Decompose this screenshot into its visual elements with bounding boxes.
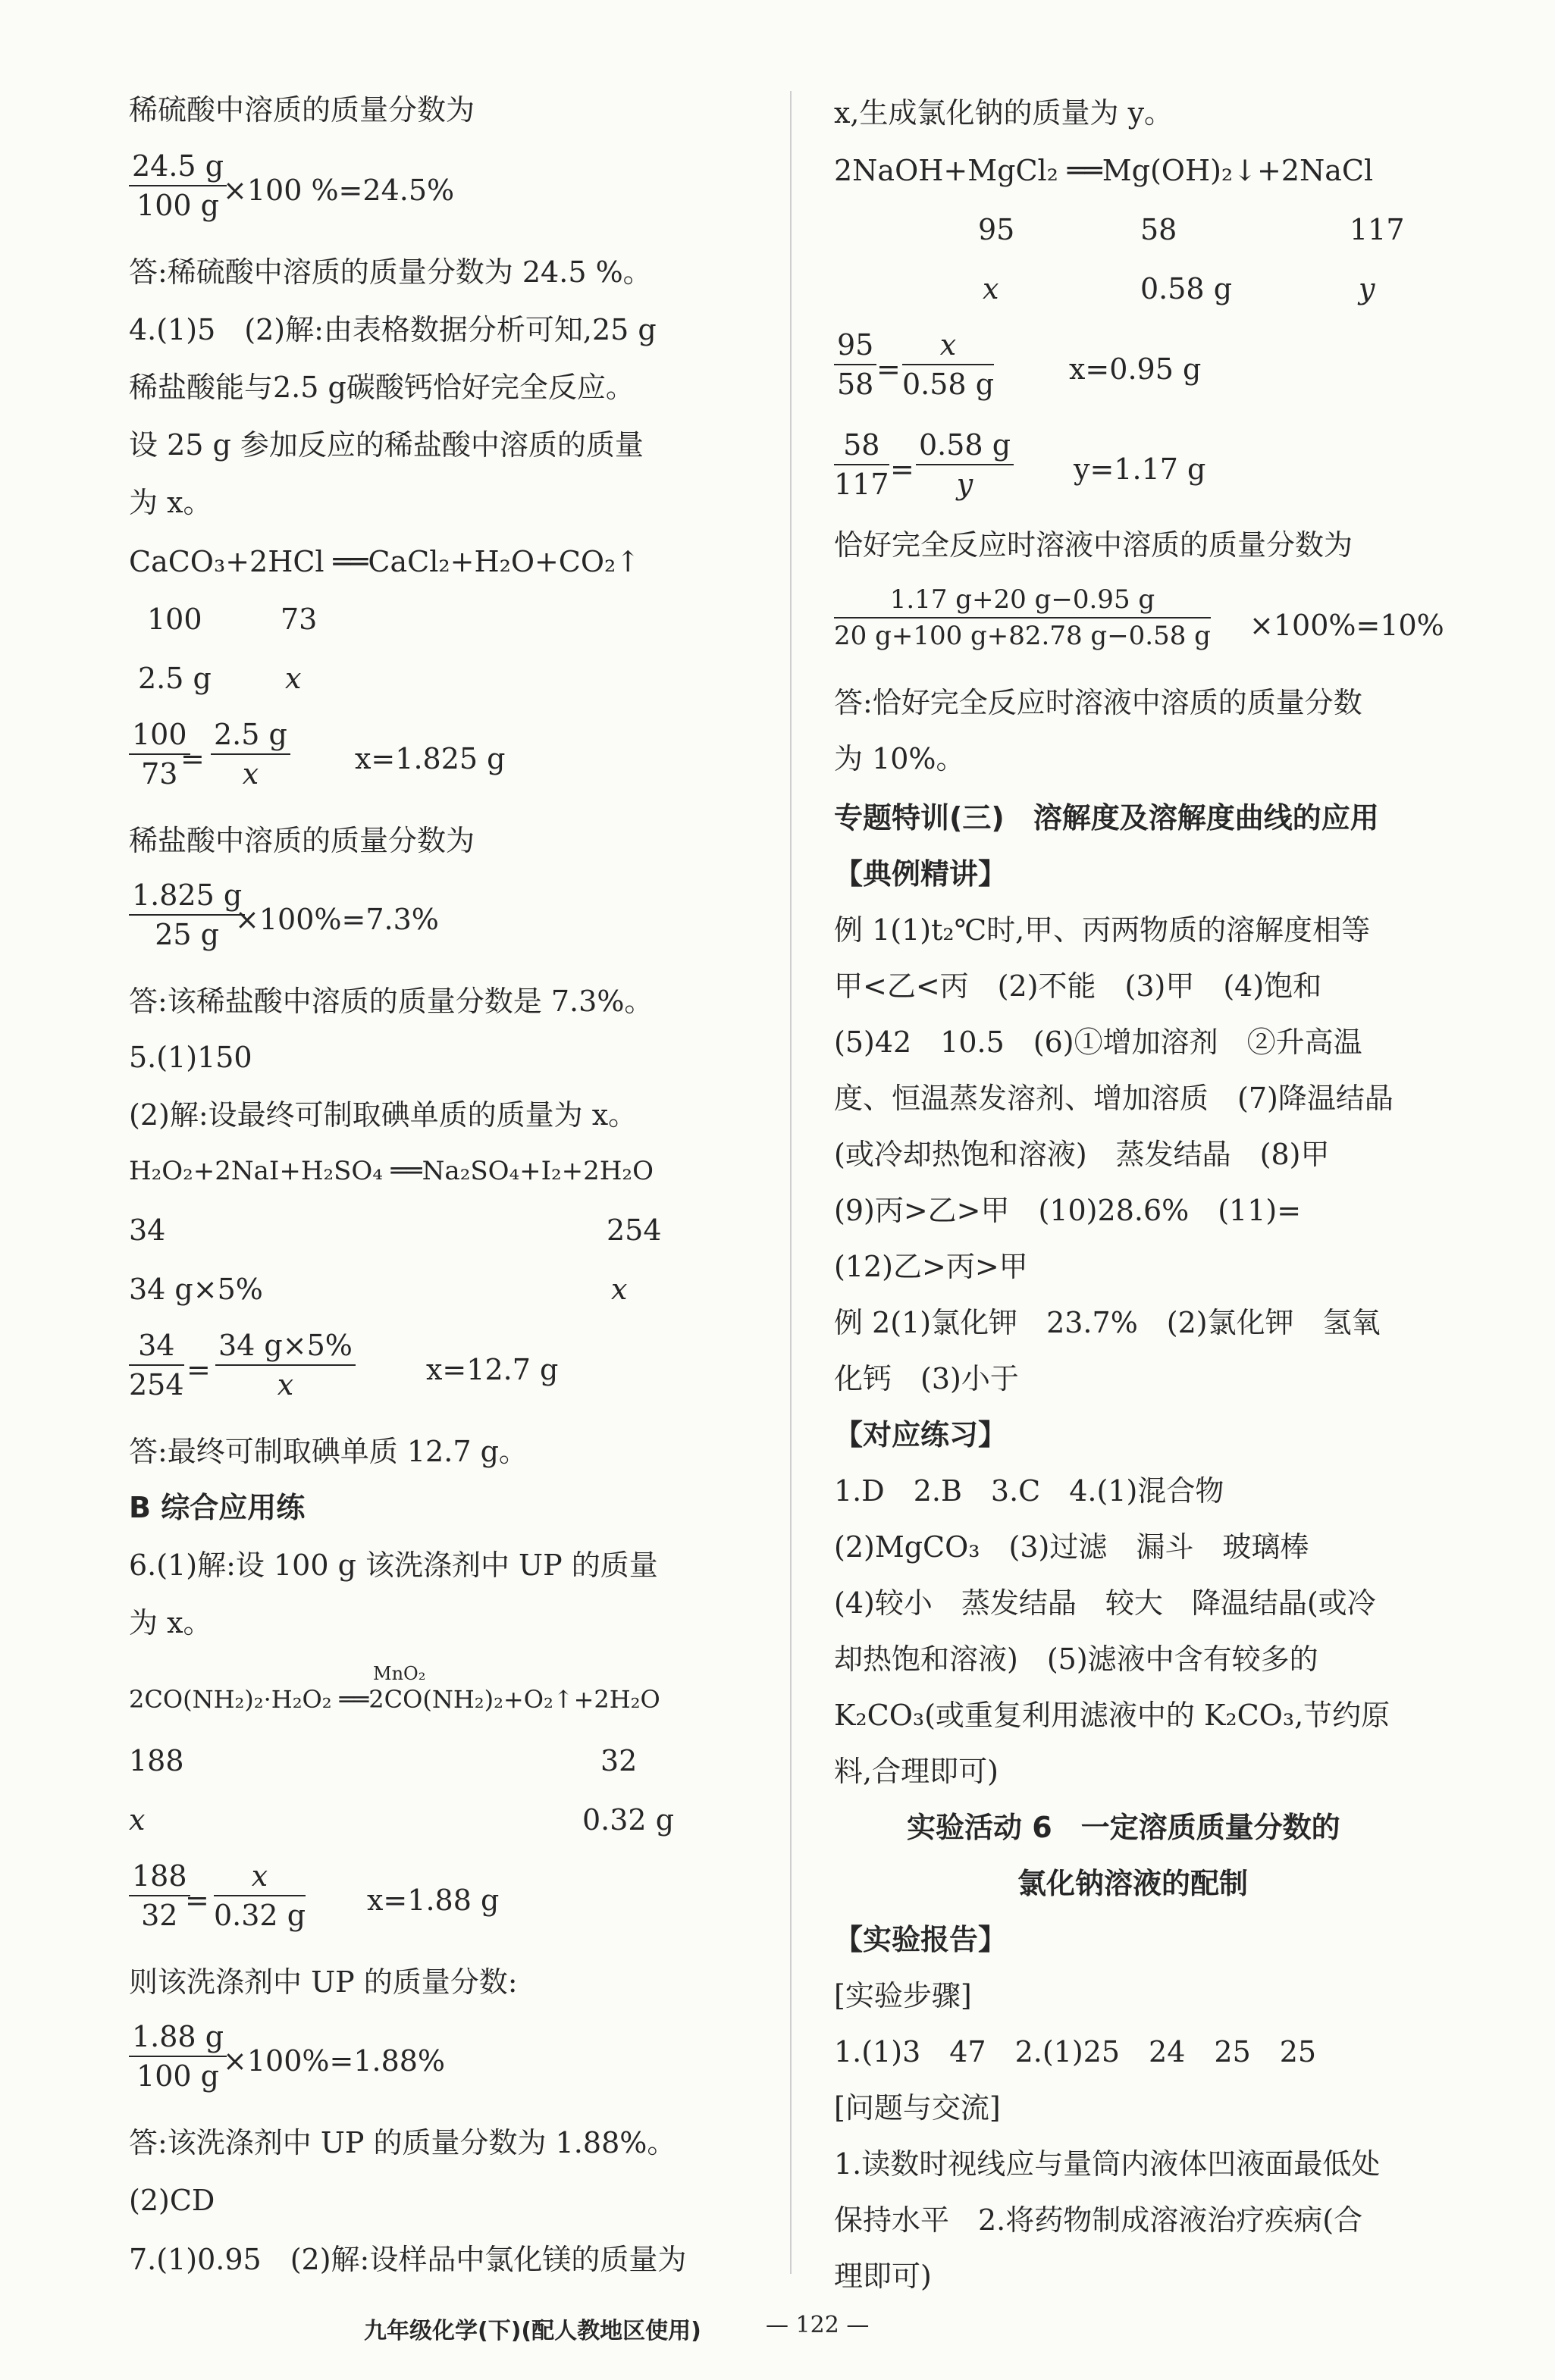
equation-coefficient: 73: [281, 603, 318, 636]
text-line: 6.(1)解:设 100 g 该洗涤剂中 UP 的质量: [129, 1549, 658, 1582]
result: y=1.17 g: [1074, 453, 1206, 486]
text-line: 理即可): [834, 2259, 932, 2293]
formula-tail: ×100%=7.3%: [235, 903, 439, 936]
text-line: (12)乙>丙>甲: [834, 1250, 1028, 1283]
fraction: $\frac{1.825 g}{25 g}$: [129, 881, 245, 949]
answer-line: 答:该稀盐酸中溶质的质量分数是 7.3%。: [129, 985, 654, 1018]
bracket-heading: [实验步骤]: [834, 1979, 972, 2012]
section-heading: B 综合应用练: [129, 1491, 306, 1524]
equation-variable: x: [285, 662, 302, 695]
text-line: 度、恒温蒸发溶剂、增加溶质 (7)降温结晶: [834, 1082, 1394, 1115]
text-line: 甲<乙<丙 (2)不能 (3)甲 (4)饱和: [834, 969, 1322, 1003]
chemical-equation: H₂O₂+2NaI+H₂SO₄ ══Na₂SO₄+I₂+2H₂O: [129, 1156, 654, 1186]
chemical-equation: 2NaOH+MgCl₂ ══Mg(OH)₂↓+2NaCl: [834, 154, 1374, 187]
equation-value: 34 g×5%: [129, 1273, 263, 1306]
subsection-heading: 【实验报告】: [834, 1923, 1008, 1956]
section-heading: 实验活动 6 一定溶质质量分数的: [907, 1811, 1340, 1844]
text-line: 为 x。: [129, 486, 212, 519]
text-line: 则该洗涤剂中 UP 的质量分数:: [129, 1965, 518, 1999]
equation-coefficient: 34: [129, 1213, 166, 1247]
text-line: 1.读数时视线应与量筒内液体凹液面最低处: [834, 2147, 1381, 2181]
text-line: 4.(1)5 (2)解:由表格数据分析可知,25 g: [129, 313, 657, 346]
result: x=1.825 g: [355, 742, 506, 775]
text-line: 例 2(1)氯化钾 23.7% (2)氯化钾 氢氧: [834, 1306, 1381, 1339]
section-heading: 氯化钠溶液的配制: [1017, 1867, 1249, 1900]
result: x=1.88 g: [367, 1884, 500, 1917]
text-line: K₂CO₃(或重复利用滤液中的 K₂CO₃,节约原: [834, 1699, 1390, 1732]
page-number: — 122 —: [766, 2312, 870, 2338]
text-line: 料,合理即可): [834, 1755, 999, 1788]
text-line: (2)CD: [129, 2184, 215, 2217]
text-line: (9)丙>乙>甲 (10)28.6% (11)=: [834, 1194, 1302, 1227]
text-line: (4)较小 蒸发结晶 较大 降温结晶(或冷: [834, 1586, 1376, 1620]
equation-coefficient: 32: [600, 1744, 638, 1777]
equals-sign: =: [187, 1353, 211, 1386]
equation-coefficient: 117: [1350, 213, 1405, 246]
answer-line: 答:恰好完全反应时溶液中溶质的质量分数: [834, 686, 1362, 719]
fraction: $\frac{24.5 g}{100 g}$: [129, 152, 227, 220]
equation-coefficient: 95: [978, 213, 1015, 246]
text-line: 化钙 (3)小于: [834, 1362, 1019, 1395]
bracket-heading: [问题与交流]: [834, 2091, 1001, 2125]
equation-coefficient: 254: [607, 1213, 662, 1247]
fraction: $\frac{34}{254}$: [129, 1329, 184, 1401]
equation-variable: x: [983, 272, 999, 305]
answer-line: 答:最终可制取碘单质 12.7 g。: [129, 1435, 528, 1468]
result: x=0.95 g: [1069, 352, 1202, 386]
subsection-heading: 【对应练习】: [834, 1418, 1008, 1451]
answer-line: 为 10%。: [834, 742, 965, 775]
text-line: 保持水平 2.将药物制成溶液治疗疾病(合: [834, 2203, 1363, 2237]
catalyst-label: MnO₂: [373, 1663, 426, 1684]
formula-tail: ×100%=10%: [1249, 609, 1444, 642]
text-line: 稀盐酸能与2.5 g碳酸钙恰好完全反应。: [129, 371, 635, 404]
fraction: $\frac{95}{58}$: [834, 330, 876, 399]
equation-coefficient: 188: [129, 1744, 184, 1777]
equation-value: 0.58 g: [1140, 272, 1233, 305]
fraction: $\frac{2.5 g}{x}$: [211, 720, 290, 788]
section-heading: 专题特训(三) 溶解度及溶解度曲线的应用: [834, 801, 1379, 835]
text-line: 设 25 g 参加反应的稀盐酸中溶质的质量: [129, 428, 644, 462]
fraction: $\frac{34 g\times 5\%}{x}$: [215, 1331, 356, 1399]
result: x=12.7 g: [426, 1353, 559, 1386]
equation-variable: x: [129, 1803, 146, 1837]
equation-coefficient: 100: [147, 603, 202, 636]
text-line: 稀盐酸中溶质的质量分数为: [129, 824, 475, 857]
equation-variable: x: [611, 1273, 628, 1306]
equation-value: 2.5 g: [138, 662, 212, 695]
chemical-equation: 2CO(NH₂)₂·H₂O₂ ══2CO(NH₂)₂+O₂↑+2H₂O: [129, 1685, 660, 1714]
equals-sign: =: [185, 1884, 209, 1917]
text-line: 7.(1)0.95 (2)解:设样品中氯化镁的质量为: [129, 2243, 687, 2276]
text-line: (5)42 10.5 (6)①增加溶剂 ②升高温: [834, 1026, 1362, 1059]
chemical-equation: CaCO₃+2HCl ══CaCl₂+H₂O+CO₂↑: [129, 545, 641, 578]
fraction: $\frac{1.17 g+20 g-0.95 g}{20 g+100 g+82.78 g-0.58 g}$: [834, 584, 1211, 651]
equals-sign: =: [890, 453, 914, 486]
fraction: $\frac{58}{117}$: [834, 428, 889, 501]
equation-value: 0.32 g: [582, 1803, 675, 1837]
answer-line: 答:该洗涤剂中 UP 的质量分数为 1.88%。: [129, 2126, 676, 2159]
subsection-heading: 【典例精讲】: [834, 857, 1008, 891]
formula-tail: ×100 %=24.5%: [223, 174, 455, 207]
text-line: x,生成氯化钠的质量为 y。: [834, 96, 1174, 130]
formula-tail: ×100%=1.88%: [223, 2044, 446, 2078]
equation-variable: y: [1359, 272, 1375, 305]
equation-coefficient: 58: [1140, 213, 1177, 246]
text-line: (或冷却热饱和溶液) 蒸发结晶 (8)甲: [834, 1138, 1330, 1171]
text-line: 却热饱和溶液) (5)滤液中含有较多的: [834, 1643, 1318, 1676]
footer-label: 九年级化学(下)(配人教地区使用): [364, 2318, 701, 2344]
text-line: 恰好完全反应时溶液中溶质的质量分数为: [834, 528, 1353, 562]
fraction: $\frac{100}{73}$: [129, 720, 190, 788]
fraction: $\frac{x}{0.58 g}$: [902, 328, 995, 401]
text-line: 为 x。: [129, 1606, 212, 1639]
column-divider: [790, 91, 792, 2274]
text-line: 例 1(1)t₂℃时,甲、丙两物质的溶解度相等: [834, 913, 1371, 947]
text-line: (2)MgCO₃ (3)过滤 漏斗 玻璃棒: [834, 1530, 1309, 1564]
answer-line: 答:稀硫酸中溶质的质量分数为 24.5 %。: [129, 255, 652, 289]
text-line: (2)解:设最终可制取碘单质的质量为 x。: [129, 1098, 638, 1132]
fraction: $\frac{x}{0.32 g}$: [214, 1859, 306, 1932]
text-line: 1.D 2.B 3.C 4.(1)混合物: [834, 1474, 1224, 1508]
fraction: $\frac{1.88 g}{100 g}$: [129, 2022, 227, 2090]
fraction: $\frac{0.58 g}{y}$: [916, 431, 1014, 499]
text-line: 稀硫酸中溶质的质量分数为: [129, 93, 475, 127]
text-line: 5.(1)150: [129, 1041, 252, 1074]
text-line: 1.(1)3 47 2.(1)25 24 25 25: [834, 2035, 1317, 2068]
equals-sign: =: [180, 742, 205, 775]
fraction: $\frac{188}{32}$: [129, 1862, 190, 1930]
equals-sign: =: [876, 352, 901, 386]
